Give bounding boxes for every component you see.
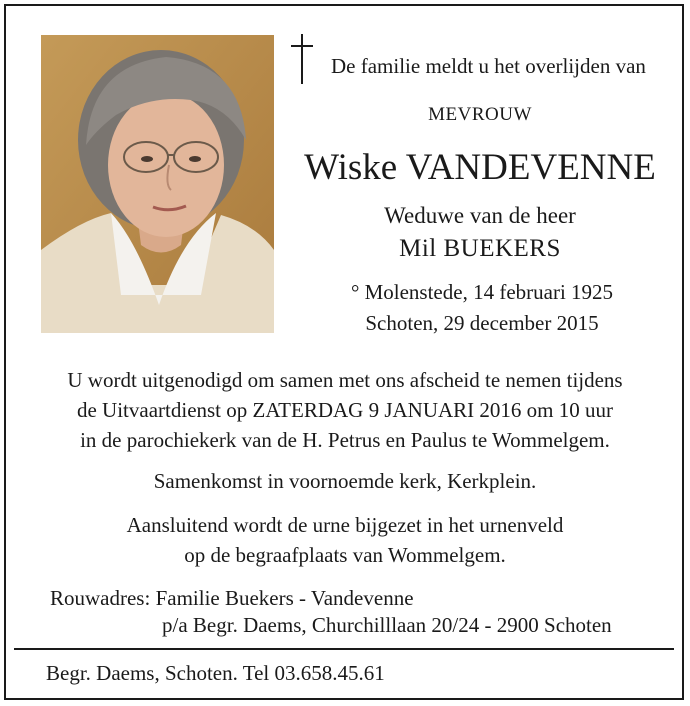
footer-text: Begr. Daems, Schoten. Tel 03.658.45.61 (46, 661, 385, 685)
urn-paragraph (10, 510, 680, 570)
footer-divider (14, 648, 674, 650)
invitation-line: in de parochiekerk van de H. Petrus en Paulus te Wommelgem. (80, 428, 610, 452)
cross-icon (288, 33, 316, 85)
invitation-line: U wordt uitgenodigd om samen met ons afscheid te nemen tijdens (67, 368, 623, 392)
gathering-paragraph: Samenkomst in voornoemde kerk, Kerkplein. (153, 469, 537, 493)
address-line-2: p/a Begr. Daems, Churchilllaan 20/24 - 2900 Schoten (162, 613, 612, 637)
death-line: Schoten, 29 december 2015 (365, 311, 599, 335)
title-text: MEVROUW (428, 104, 532, 125)
invitation-line: de Uitvaartdienst op ZATERDAG 9 JANUARI 2016 om 10 uur (76, 398, 614, 422)
portrait-illustration (41, 35, 274, 333)
deceased-name: Wiske VANDEVENNE (304, 147, 656, 188)
urn-line: op de begraafplaats van Wommelgem. (184, 543, 506, 567)
urn-line: Aansluitend wordt de urne bijgezet in het urnenveld (126, 513, 564, 537)
invitation-paragraph (10, 365, 680, 455)
address-line-1: Rouwadres: Familie Buekers - Vandevenne (50, 586, 414, 610)
husband-name: Mil BUEKERS (399, 235, 561, 262)
portrait-photo (41, 35, 274, 333)
widow-line: Weduwe van de heer (384, 203, 576, 228)
birth-line: ° Molenstede, 14 februari 1925 (350, 280, 614, 304)
intro-text: De familie meldt u het overlijden van (331, 54, 646, 78)
